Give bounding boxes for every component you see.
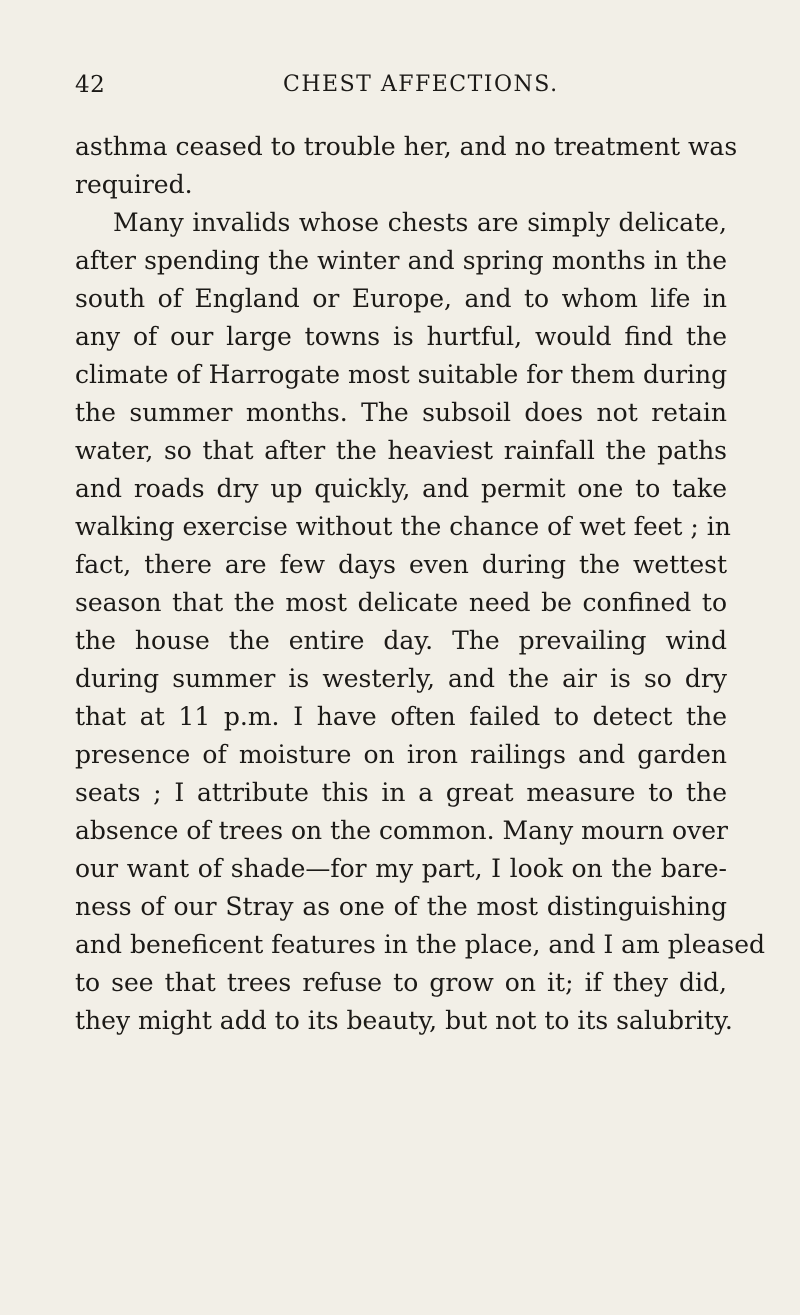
text-line: walking exercise without the chance of wet feet ; in <box>75 512 731 541</box>
text-line: and beneficent features in the place, and I am pleased <box>75 930 766 959</box>
text-line: our want of shade—for my part, I look on the bare- <box>75 854 727 883</box>
text-line: the summer months. The subsoil does not retain <box>75 398 727 427</box>
text-line: to see that trees refuse to grow on it; if they did, <box>75 968 727 997</box>
text-line: climate of Harrogate most suitable for them during <box>75 360 728 389</box>
page-number: 42 <box>75 72 106 98</box>
text-line: season that the most delicate need be confined to <box>75 588 727 617</box>
text-line: ness of our Stray as one of the most distinguishing <box>75 892 727 921</box>
text-line: after spending the winter and spring months in the <box>75 246 727 275</box>
text-line: during summer is westerly, and the air is so dry <box>75 664 727 693</box>
text-line: absence of trees on the common. Many mourn over <box>75 816 728 845</box>
text-line: the house the entire day. The prevailing wind <box>75 626 727 655</box>
page-header <box>75 72 725 112</box>
running-head: CHEST AFFECTIONS. <box>283 72 559 97</box>
text-line: that at 11 p.m. I have often failed to detect the <box>75 702 727 731</box>
text-line: any of our large towns is hurtful, would find the <box>75 322 727 351</box>
text-line: they might add to its beauty, but not to its salubrity. <box>75 1006 733 1035</box>
text-line: asthma ceased to trouble her, and no treatment was <box>75 132 738 161</box>
text-line: required. <box>75 170 193 199</box>
text-line: fact, there are few days even during the wettest <box>75 550 727 579</box>
text-line: south of England or Europe, and to whom life in <box>75 284 727 313</box>
text-line: Many invalids whose chests are simply delicate, <box>113 208 727 237</box>
text-line: and roads dry up quickly, and permit one to take <box>75 474 727 503</box>
text-line: seats ; I attribute this in a great measure to the <box>75 778 727 807</box>
text-line: water, so that after the heaviest rainfall the paths <box>75 436 727 465</box>
text-line: presence of moisture on iron railings and garden <box>75 740 727 769</box>
body-text <box>75 128 766 1040</box>
